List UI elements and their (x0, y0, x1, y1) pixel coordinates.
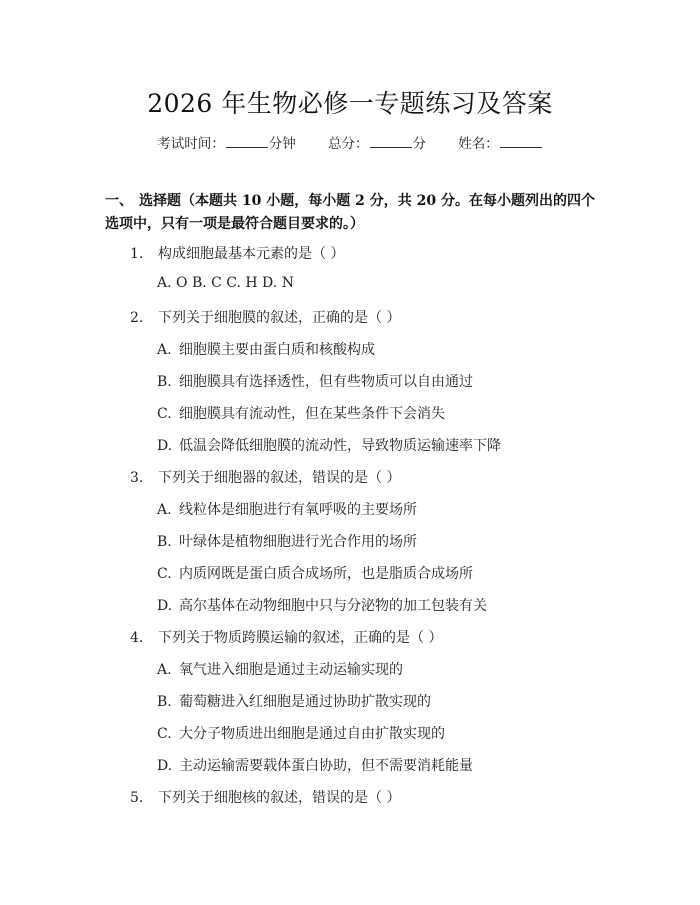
option-item (157, 499, 417, 519)
total-score-field (328, 132, 426, 152)
exam-time-field (157, 132, 296, 152)
student-name-blank (500, 135, 542, 148)
exam-info-line (0, 132, 700, 152)
question-2-stem (130, 307, 400, 327)
total-score-label: 总分： (328, 136, 369, 152)
option-item (157, 435, 501, 455)
question-1-stem (130, 243, 344, 263)
section-instructions: 选择题（本题共 10 小题，每小题 2 分，共 20 分。在每小题列出的四个选项中，只有一项是最符合题目要求的。） (105, 193, 595, 232)
option-letter: D. (157, 438, 173, 454)
option-letter: D. (157, 758, 173, 774)
option-item (157, 339, 375, 359)
option-item (157, 371, 473, 391)
student-name-label: 姓名： (458, 136, 499, 152)
option-text: 主动运输需要载体蛋白协助，但不需要消耗能量 (179, 758, 473, 774)
question-number: 2. (130, 310, 144, 326)
option-item (157, 563, 473, 583)
question-number: 4. (130, 630, 144, 646)
option-item (157, 595, 487, 615)
option-item (157, 755, 473, 775)
total-score-blank (370, 135, 412, 148)
option-item (157, 403, 445, 423)
question-3-stem (130, 467, 400, 487)
section-number: 一、 (105, 193, 133, 209)
option-letter: B. (157, 374, 172, 390)
section-heading (105, 190, 605, 236)
exam-time-label: 考试时间： (157, 136, 225, 152)
student-name-field (458, 132, 543, 152)
option-text: 内质网既是蛋白质合成场所，也是脂质合成场所 (179, 566, 473, 582)
option-letter: C. (157, 406, 172, 422)
option-item (157, 723, 445, 743)
exam-time-unit: 分钟 (268, 136, 296, 152)
option-text: 葡萄糖进入红细胞是通过协助扩散实现的 (179, 694, 431, 710)
option-text: 细胞膜具有流动性，但在某些条件下会消失 (179, 406, 445, 422)
option-text: 氧气进入细胞是通过主动运输实现的 (179, 662, 403, 678)
option-letter: A. (157, 502, 172, 518)
option-text: 细胞膜主要由蛋白质和核酸构成 (179, 342, 375, 358)
question-5-stem (130, 787, 400, 807)
question-number: 3. (130, 470, 144, 486)
exam-time-blank (226, 135, 268, 148)
option-letter: A. (157, 662, 172, 678)
question-4-stem (130, 627, 442, 647)
option-item (157, 691, 431, 711)
question-text: 下列关于细胞膜的叙述，正确的是（ ） (158, 310, 401, 326)
question-1-options: A. O B. C C. H D. N (157, 275, 294, 291)
page-title: 2026 年生物必修一专题练习及答案 (147, 89, 553, 118)
question-text: 构成细胞最基本元素的是（ ） (158, 246, 345, 262)
option-text: 高尔基体在动物细胞中只与分泌物的加工包装有关 (179, 598, 487, 614)
option-letter: B. (157, 534, 172, 550)
option-letter: A. (157, 342, 172, 358)
option-text: 线粒体是细胞进行有氧呼吸的主要场所 (179, 502, 417, 518)
option-text: 细胞膜具有选择透性，但有些物质可以自由通过 (179, 374, 473, 390)
total-score-unit: 分 (412, 136, 426, 152)
question-number: 1. (130, 246, 144, 262)
option-letter: C. (157, 726, 172, 742)
option-letter: B. (157, 694, 172, 710)
option-text: 低温会降低细胞膜的流动性，导致物质运输速率下降 (179, 438, 501, 454)
option-text: 大分子物质进出细胞是通过自由扩散实现的 (179, 726, 445, 742)
question-text: 下列关于物质跨膜运输的叙述，正确的是（ ） (158, 630, 443, 646)
option-text: 叶绿体是植物细胞进行光合作用的场所 (179, 534, 417, 550)
option-item (157, 531, 417, 551)
option-item (157, 659, 403, 679)
question-text: 下列关于细胞核的叙述，错误的是（ ） (158, 790, 401, 806)
question-text: 下列关于细胞器的叙述，错误的是（ ） (158, 470, 401, 486)
question-number: 5. (130, 790, 144, 806)
option-letter: D. (157, 598, 173, 614)
option-letter: C. (157, 566, 172, 582)
